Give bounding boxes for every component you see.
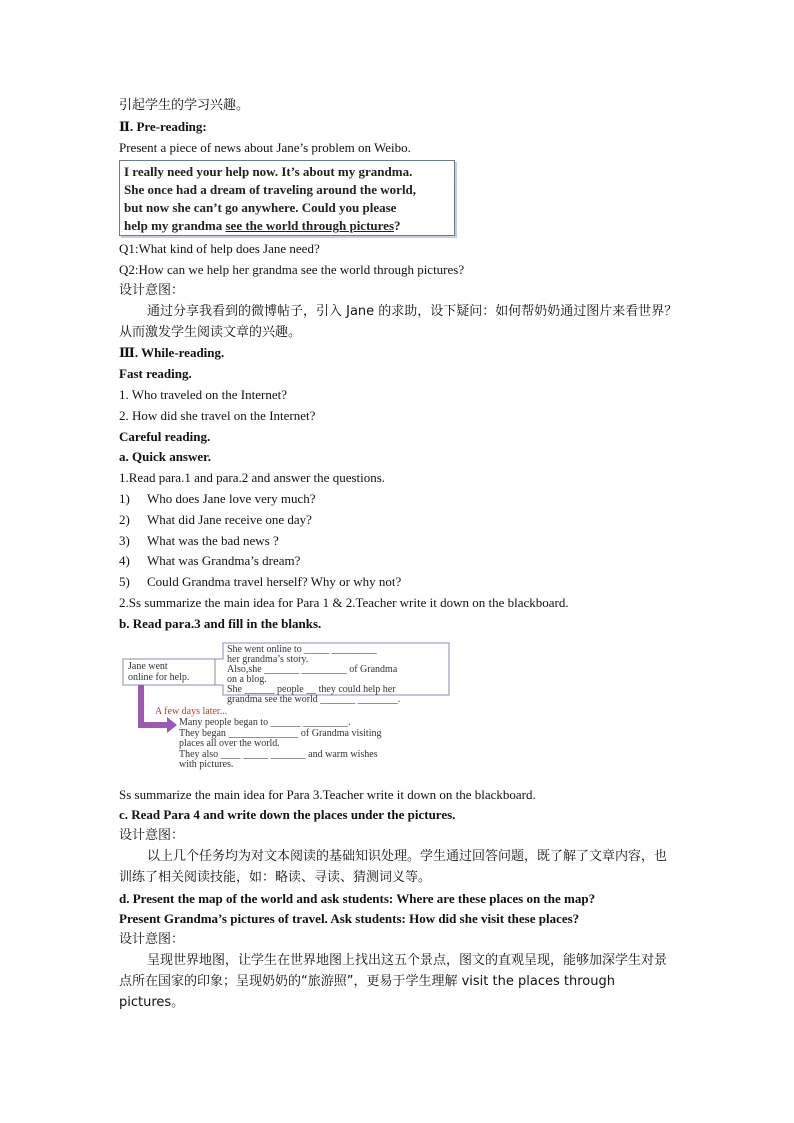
list-text: Could Grandma travel herself? Why or why not? (147, 574, 402, 590)
blank-line: places all over the world. (179, 737, 280, 749)
places-heading: c. Read Para 4 and write down the places under the pictures. (119, 807, 456, 823)
list-number: 4) (119, 553, 130, 569)
arrow-head (167, 717, 177, 733)
list-number: 5) (119, 574, 130, 590)
summarize-para-1-2: 2.Ss summarize the main idea for Para 1 & 2.Teacher write it down on the blackboard. (119, 594, 569, 610)
list-item (119, 551, 679, 572)
while-reading-heading: Ⅲ. While-reading. (119, 345, 225, 361)
weibo-post-image (119, 160, 455, 236)
arrow-shaft (141, 685, 167, 725)
weibo-line: but now she can’t go anywhere. Could you please (124, 200, 397, 216)
fill-blanks-diagram (119, 639, 459, 779)
map-heading: d. Present the map of the world and ask students: Where are these places on the map? (119, 890, 596, 906)
quick-answer-heading: a. Quick answer. (119, 449, 211, 465)
list-number: 1) (119, 490, 130, 506)
blank-line: Also,she _______ _________ of Grandma (227, 663, 398, 675)
left-box-line: online for help. (128, 671, 190, 683)
blank-line: They began ______________ of Grandma visiting (179, 727, 382, 739)
weibo-line: She once had a dream of traveling around the world, (124, 182, 417, 198)
intro-line: 引起学生的学习兴趣。 (119, 98, 250, 113)
design-label: 设计意图： (119, 932, 185, 948)
list-text: What was Grandma’s dream? (147, 553, 301, 569)
blank-line: grandma see the world _______ ________. (227, 693, 401, 705)
pre-reading-present: Present a piece of news about Jane’s problem on Weibo. (119, 139, 411, 155)
weibo-line-suffix: ? (394, 218, 401, 234)
weibo-line-prefix: help my grandma (124, 218, 226, 234)
list-item (119, 510, 679, 531)
design-text: 通过分享我看到的微博帖子，引入 Jane 的求助，设下疑问：如何帮奶奶通过图片来看世界？从而激发学生阅读文章的兴趣。 (119, 303, 678, 340)
weibo-underlined-phrase: see the world through pictures (225, 218, 395, 234)
list-text: What did Jane receive one day? (147, 511, 312, 527)
summarize-para-3: Ss summarize the main idea for Para 3.Teacher write it down on the blackboard. (119, 786, 536, 802)
blank-line: She ______ people __ they could help her (227, 683, 396, 695)
blank-line: Many people began to ______ _________. (179, 716, 351, 728)
list-item (119, 489, 679, 510)
list-item (119, 531, 679, 552)
weibo-line-last (124, 217, 450, 235)
blank-line: She went online to _____ _________ (227, 643, 377, 655)
fast-reading-heading: Fast reading. (119, 366, 192, 382)
fast-question-1: 1. Who traveled on the Internet? (119, 386, 287, 402)
list-text: Who does Jane love very much? (147, 490, 316, 506)
list-text: What was the bad news ? (147, 532, 279, 548)
fast-question-2: 2. How did she travel on the Internet? (119, 407, 316, 423)
list-item (119, 572, 679, 593)
left-box-line: Jane went (128, 660, 168, 672)
design-label: 设计意图： (119, 828, 185, 844)
design-text: 呈现世界地图，让学生在世界地图上找出这五个景点，图文的直观呈现，能够加深学生对景点所在国家的印象；呈现奶奶的“旅游照”，更易于学生理解 visit the places through pictures。 (119, 952, 668, 1010)
grandma-pictures-heading: Present Grandma’s pictures of travel. Ask students: How did she visit these places? (119, 911, 580, 927)
list-number: 3) (119, 532, 130, 548)
careful-reading-heading: Careful reading. (119, 428, 211, 444)
list-number: 2) (119, 511, 130, 527)
document-page (119, 96, 679, 1013)
quick-answer-intro: 1.Read para.1 and para.2 and answer the questions. (119, 470, 386, 486)
few-days-later-label: A few days later... (155, 705, 228, 717)
blank-line: her grandma’s story. (227, 653, 309, 665)
question-2: Q2:How can we help her grandma see the world through pictures? (119, 262, 465, 278)
blank-line: They also ____ _____ _______ and warm wishes (179, 748, 378, 760)
blank-line: on a blog. (227, 673, 267, 685)
design-text: 以上几个任务均为对文本阅读的基础知识处理。学生通过回答问题，既了解了文章内容，也训练了相关阅读技能，如：略读、寻读、猜测词义等。 (119, 848, 668, 885)
fill-blanks-heading: b. Read para.3 and fill in the blanks. (119, 615, 322, 631)
blank-line: with pictures. (179, 758, 234, 770)
question-1: Q1:What kind of help does Jane need? (119, 241, 320, 257)
pre-reading-heading: Ⅱ. Pre-reading: (119, 118, 207, 134)
design-label: 设计意图： (119, 282, 185, 298)
weibo-line: I really need your help now. It’s about my grandma. (124, 164, 413, 180)
